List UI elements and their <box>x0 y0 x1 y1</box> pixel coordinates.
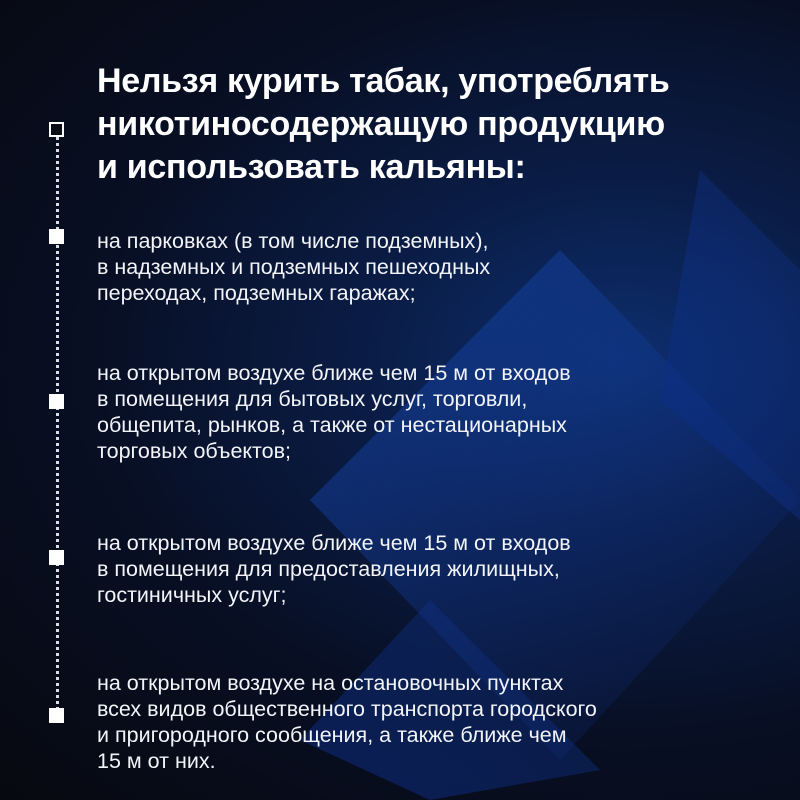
list-item-transport-stops: на открытом воздухе на остановочных пунктах всех видов общественного транспорта городского и пригородного сообщения, а также ближе чем 15 м от них. <box>97 671 597 773</box>
list-item-services-trade: на открытом воздухе ближе чем 15 м от входов в помещения для бытовых услуг, торговли, общепита, рынков, а также от нестационарных торговых объектов; <box>97 361 571 463</box>
list-item-parking: на парковках (в том числе подземных), в надземных и подземных пешеходных переходах, подземных гаражах; <box>97 229 491 305</box>
timeline-line <box>56 132 59 722</box>
list-item-housing-hotel: на открытом воздухе ближе чем 15 м от входов в помещения для предоставления жилищных, гостиничных услуг; <box>97 531 571 607</box>
timeline-marker-3 <box>49 550 64 565</box>
timeline-marker-2 <box>49 394 64 409</box>
page-title: Нельзя курить табак, употреблять никотиносодержащую продукцию и использовать кальяны: <box>97 62 670 186</box>
timeline-marker-title <box>49 122 64 137</box>
timeline-marker-1 <box>49 229 64 244</box>
timeline-marker-4 <box>49 708 64 723</box>
